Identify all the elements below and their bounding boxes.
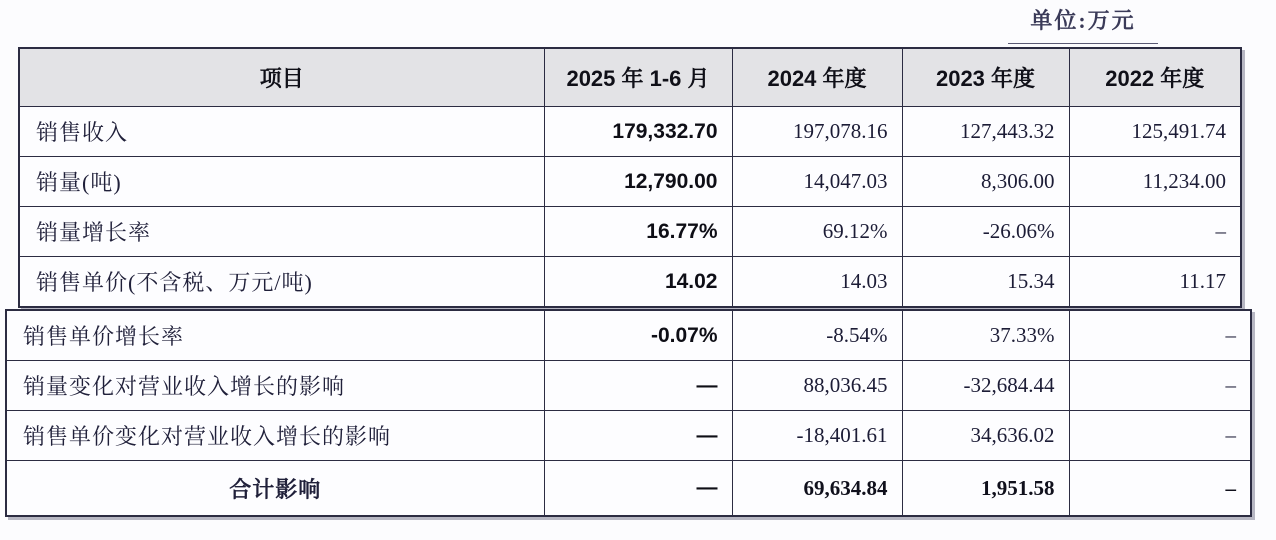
table-row-unit-price <box>19 257 1241 308</box>
table-row-volume-change-impact <box>6 361 1251 411</box>
value-2024: 88,036.45 <box>732 361 902 411</box>
value-2024: -8.54% <box>732 310 902 361</box>
table-row-unit-price-growth-rate <box>6 310 1251 361</box>
row-label: 销售单价(不含税、万元/吨) <box>19 257 544 308</box>
value-2024: 69,634.84 <box>732 461 902 517</box>
value-2023: 127,443.32 <box>902 107 1069 157</box>
value-2024: 69.12% <box>732 207 902 257</box>
table-row-sales-revenue <box>19 107 1241 157</box>
value-2022: – <box>1069 411 1251 461</box>
col-header-2024: 2024 年度 <box>732 48 902 107</box>
sales-table-lower-segment <box>5 309 1252 517</box>
value-2024: 14.03 <box>732 257 902 308</box>
value-2025h1: 14.02 <box>544 257 732 308</box>
value-2025h1: — <box>544 361 732 411</box>
row-label: 销售单价变化对营业收入增长的影响 <box>6 411 544 461</box>
col-header-item: 项目 <box>19 48 544 107</box>
value-2022: – <box>1069 461 1251 517</box>
table-row-volume-growth-rate <box>19 207 1241 257</box>
row-label: 销量(吨) <box>19 157 544 207</box>
value-2025h1: 12,790.00 <box>544 157 732 207</box>
value-2024: 14,047.03 <box>732 157 902 207</box>
col-header-2025h1: 2025 年 1-6 月 <box>544 48 732 107</box>
col-header-2023: 2023 年度 <box>902 48 1069 107</box>
sales-table-upper-segment <box>18 47 1242 308</box>
value-2023: 8,306.00 <box>902 157 1069 207</box>
value-2023: -26.06% <box>902 207 1069 257</box>
row-label: 销售收入 <box>19 107 544 157</box>
value-2023: -32,684.44 <box>902 361 1069 411</box>
value-2025h1: 16.77% <box>544 207 732 257</box>
value-2023: 1,951.58 <box>902 461 1069 517</box>
value-2023: 15.34 <box>902 257 1069 308</box>
value-2025h1: — <box>544 461 732 517</box>
value-2025h1: -0.07% <box>544 310 732 361</box>
table-row-price-change-impact <box>6 411 1251 461</box>
value-2024: 197,078.16 <box>732 107 902 157</box>
table-row-total-impact <box>6 461 1251 517</box>
value-2024: -18,401.61 <box>732 411 902 461</box>
value-2025h1: 179,332.70 <box>544 107 732 157</box>
row-label: 合计影响 <box>6 461 544 517</box>
value-2023: 37.33% <box>902 310 1069 361</box>
value-2022: 11,234.00 <box>1069 157 1241 207</box>
table-row-sales-volume <box>19 157 1241 207</box>
value-2022: 11.17 <box>1069 257 1241 308</box>
table-header-row <box>19 48 1241 107</box>
value-2022: – <box>1069 207 1241 257</box>
value-2025h1: — <box>544 411 732 461</box>
value-2023: 34,636.02 <box>902 411 1069 461</box>
row-label: 销量变化对营业收入增长的影响 <box>6 361 544 411</box>
col-header-2022: 2022 年度 <box>1069 48 1241 107</box>
row-label: 销售单价增长率 <box>6 310 544 361</box>
value-2022: 125,491.74 <box>1069 107 1241 157</box>
row-label: 销量增长率 <box>19 207 544 257</box>
value-2022: – <box>1069 361 1251 411</box>
value-2022: – <box>1069 310 1251 361</box>
unit-label: 单位:万元 <box>1008 4 1158 44</box>
